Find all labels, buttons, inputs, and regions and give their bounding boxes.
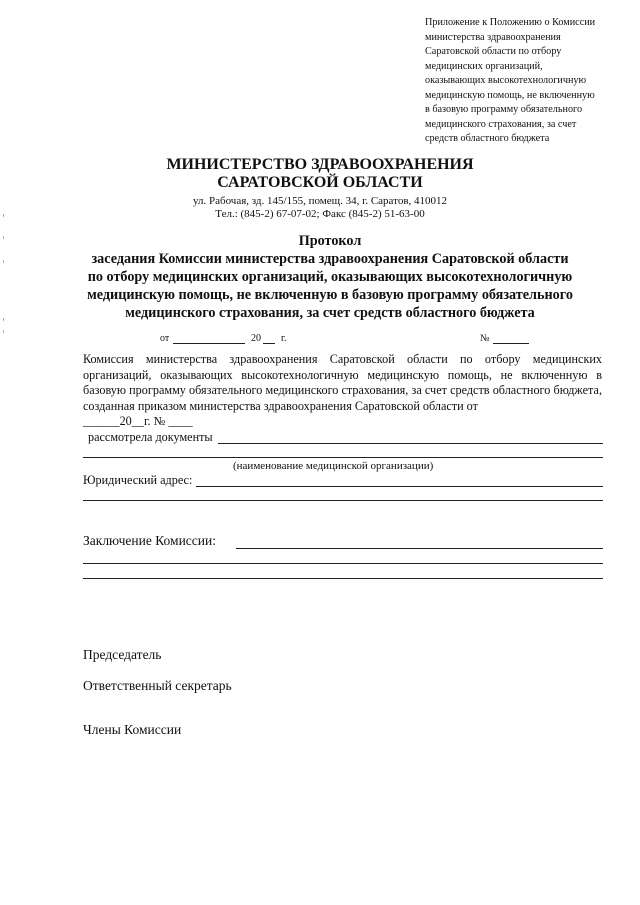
annex-line: в базовую программу обязательного xyxy=(425,104,583,115)
year-blank xyxy=(263,343,275,344)
scan-mark xyxy=(3,330,4,333)
annex-line: министерства здравоохранения xyxy=(425,31,561,43)
ministry-line: МИНИСТЕРСТВО ЗДРАВООХРАНЕНИЯ xyxy=(166,156,474,173)
annex-line: оказывающих высокотехнологичную xyxy=(425,75,587,86)
order-date-line: ______20__г. № ____ xyxy=(83,414,193,428)
conclusion-line-2 xyxy=(83,563,603,564)
members-label: Члены Комиссии xyxy=(83,722,182,737)
annex-line: медицинских организаций, xyxy=(425,60,543,72)
chairman-label: Председатель xyxy=(83,647,162,662)
title-line: по отбору медицинских организаций, оказывающих высокотехнологичную xyxy=(87,269,573,285)
date-from-label: от xyxy=(160,333,170,344)
ministry-address: ул. Рабочая, зд. 145/155, помещ. 34, г. Саратов, 410012 xyxy=(192,195,448,207)
annex-line: медицинскую помощь, не включенную xyxy=(425,89,595,101)
date-year-suffix: г. xyxy=(281,333,287,344)
protocol-number-blank xyxy=(493,343,529,344)
annex-line: Саратовской области по отбору xyxy=(425,46,562,57)
annex-note xyxy=(425,16,635,147)
ministry-name xyxy=(0,156,640,192)
org-name-caption: (наименование медицинской организации) xyxy=(233,460,434,472)
protocol-number-label: № xyxy=(480,333,490,344)
protocol-heading: Протокол xyxy=(298,233,362,249)
legal-address-line-2 xyxy=(83,500,603,501)
legal-address-label: Юридический адрес: xyxy=(83,473,193,487)
annex-line: средств областного бюджета xyxy=(425,133,550,144)
conclusion-line xyxy=(236,548,603,549)
title-line: заседания Комиссии министерства здравоохранения Саратовской области xyxy=(91,251,569,267)
date-blank xyxy=(173,343,245,344)
conclusion-line-3 xyxy=(83,578,603,579)
conclusion-label: Заключение Комиссии: xyxy=(83,533,216,548)
annex-line: Приложение к Положению о Комиссии xyxy=(425,17,596,28)
secretary-label: Ответственный секретарь xyxy=(83,678,232,693)
org-name-line-2 xyxy=(83,457,603,458)
org-name-line xyxy=(218,443,603,444)
ministry-phone: Тел.: (845-2) 67-07-02; Факс (845-2) 51-63-00 xyxy=(215,208,425,220)
annex-line: медицинского страхования, за счет xyxy=(425,118,577,130)
ministry-contacts xyxy=(0,195,640,221)
title-line: медицинскую помощь, не включенную в базовую программу обязательного xyxy=(87,287,573,303)
reviewed-label: рассмотрела документы xyxy=(88,430,213,444)
commission-paragraph: Комиссия министерства здравоохранения Саратовской области по отбору медицинских организаций, оказывающих высокотехнологичную медицинскую помощь, не включенную в базовую программу обязательного медицинского страхования, за счет средств областного бюджета, созданная приказом министерства здравоохранения Саратовской области от xyxy=(83,352,602,413)
date-year-prefix: 20 xyxy=(251,333,261,344)
protocol-title xyxy=(0,232,640,322)
ministry-line: САРАТОВСКОЙ ОБЛАСТИ xyxy=(217,174,423,191)
legal-address-line xyxy=(196,486,603,487)
title-line: медицинского страхования, за счет средств областного бюджета xyxy=(125,305,535,321)
